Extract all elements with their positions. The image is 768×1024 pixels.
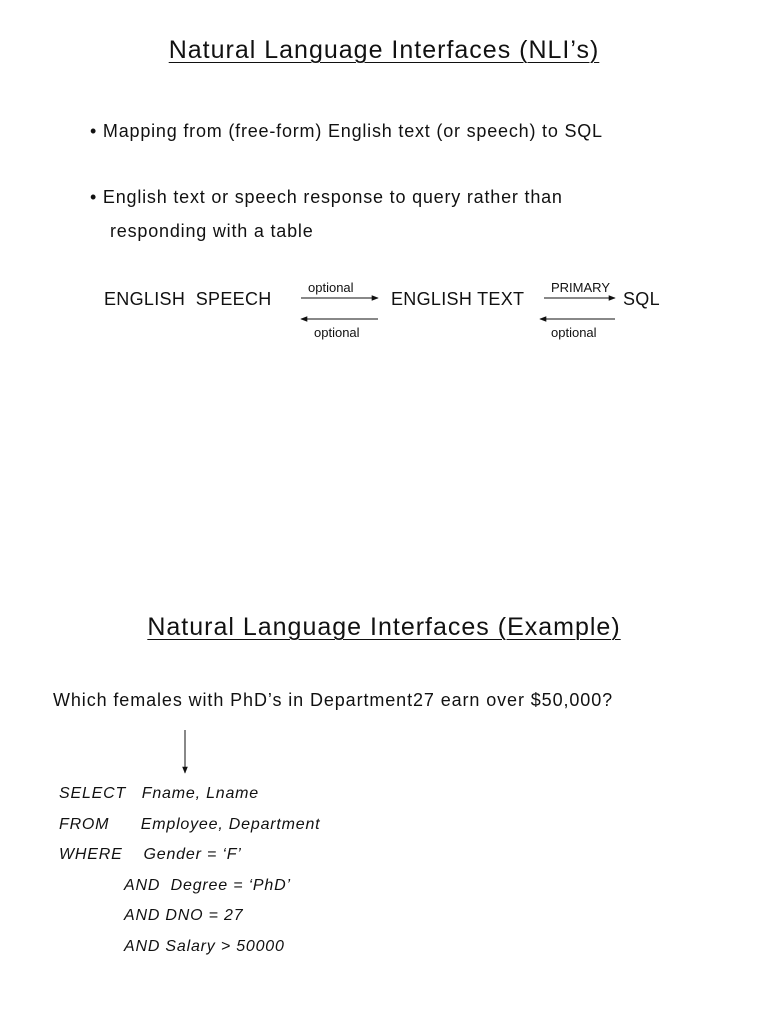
label-text-to-speech: optional	[314, 325, 360, 340]
sql-line-from: FROM Employee, Department	[59, 816, 321, 833]
label-speech-to-text: optional	[308, 280, 354, 295]
sql-line-select: SELECT Fname, Lname	[59, 785, 259, 802]
node-english-text: ENGLISH TEXT	[391, 289, 525, 309]
sql-line-and-dno: AND DNO = 27	[124, 907, 244, 924]
node-sql: SQL	[623, 289, 660, 309]
bullet-response: • English text or speech response to query rather than	[90, 187, 563, 207]
node-english-speech: ENGLISH SPEECH	[104, 289, 272, 309]
label-sql-to-text: optional	[551, 325, 597, 340]
nl-question: Which females with PhD’s in Department27 earn over $50,000?	[53, 690, 614, 710]
sql-line-and-degree: AND Degree = ‘PhD’	[124, 877, 291, 894]
slide-title-nli: Natural Language Interfaces (NLI’s)	[168, 36, 600, 64]
label-text-to-sql: PRIMARY	[551, 280, 610, 295]
bullet-response-continued: responding with a table	[110, 221, 314, 241]
slide-title-example: Natural Language Interfaces (Example)	[147, 613, 621, 641]
sql-line-where: WHERE Gender = ‘F’	[59, 846, 242, 863]
sql-line-and-salary: AND Salary > 50000	[124, 938, 285, 955]
bullet-mapping: • Mapping from (free-form) English text (or speech) to SQL	[90, 121, 603, 141]
